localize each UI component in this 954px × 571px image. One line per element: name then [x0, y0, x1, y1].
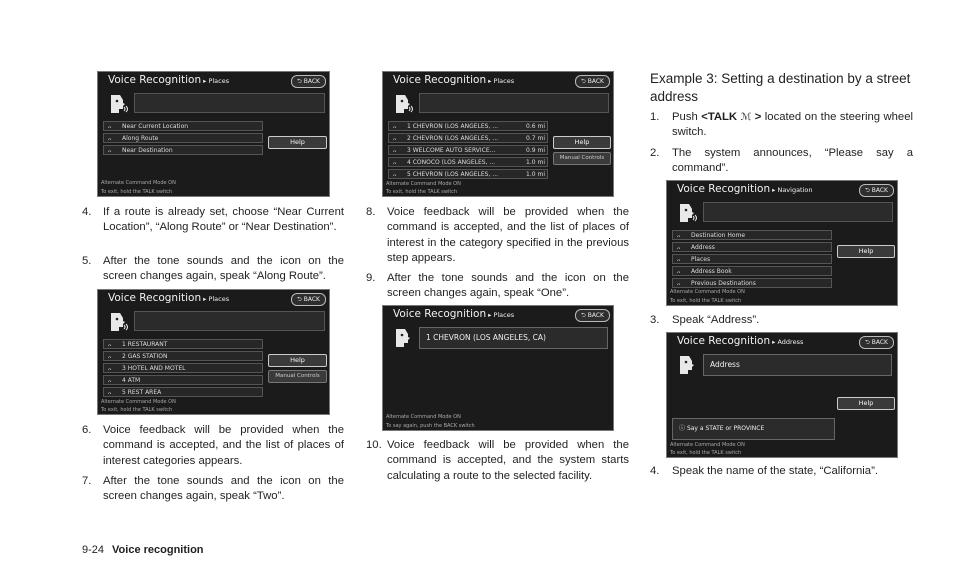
list-item[interactable]: ᎔ 3 WELCOME AUTO SERVICE... 0.9 mi — [388, 145, 548, 155]
state-prompt: ⓘ Say a STATE or PROVINCE — [672, 418, 835, 440]
voice-item-icon: ᎔ — [108, 365, 112, 372]
back-button[interactable]: ⮌ BACK — [859, 336, 894, 349]
step-number: 10. — [366, 439, 382, 451]
back-button[interactable]: ⮌ BACK — [575, 309, 610, 322]
step-number: 2. — [650, 147, 660, 159]
voice-item-icon: ᎔ — [393, 135, 397, 142]
mode-status: Alternate Command Mode ON — [386, 414, 461, 420]
step-7 — [82, 474, 344, 505]
voice-head-icon — [392, 327, 414, 349]
step-text: Voice feedback will be provided when the command is accepted, and the list of places of interest categories appears. — [103, 424, 344, 467]
back-button[interactable]: ⮌ BACK — [575, 75, 610, 88]
back-button[interactable]: ⮌ BACK — [291, 293, 326, 306]
mode-status: Alternate Command Mode ON — [670, 289, 745, 295]
step-3 — [650, 313, 913, 328]
help-button[interactable]: Help — [837, 245, 895, 258]
voice-item-icon: ᎔ — [393, 123, 397, 130]
screen-places-results — [382, 71, 614, 197]
list-item[interactable]: ᎔ 5 REST AREA — [103, 387, 263, 397]
voice-input-field — [703, 202, 893, 222]
voice-item-icon: ᎔ — [677, 256, 681, 263]
mode-status: Alternate Command Mode ON — [670, 442, 745, 448]
back-button[interactable]: ⮌ BACK — [859, 184, 894, 197]
voice-item-icon: ᎔ — [108, 341, 112, 348]
list-item[interactable]: ᎔ 2 GAS STATION — [103, 351, 263, 361]
back-hint: To say again, push the BACK switch — [386, 423, 475, 429]
page-number: 9-24 — [82, 544, 105, 556]
voice-item-icon: ᎔ — [677, 280, 681, 287]
exit-hint: To exit, hold the TALK switch — [101, 189, 173, 195]
voice-item-icon: ᎔ — [393, 147, 397, 154]
step-number: 8. — [366, 206, 376, 218]
section-title: Voice recognition — [112, 544, 204, 556]
list-item[interactable]: ᎔ Previous Destinations — [672, 278, 832, 288]
list-item[interactable]: ᎔ Address Book — [672, 266, 832, 276]
list-item[interactable]: ᎔ Destination Home — [672, 230, 832, 240]
selected-place-field[interactable]: 1 CHEVRON (LOS ANGELES, CA) — [419, 327, 608, 349]
step-4 — [82, 205, 344, 236]
help-button[interactable]: Help — [553, 136, 611, 149]
list-item[interactable]: ᎔ Near Destination — [103, 145, 263, 155]
list-item[interactable]: ᎔ 1 CHEVRON (LOS ANGELES, ... 0.6 mi — [388, 121, 548, 131]
mode-status: Alternate Command Mode ON — [101, 180, 176, 186]
list-item[interactable]: ᎔ Address — [672, 242, 832, 252]
step-text: The system announces, “Please say a command”. — [672, 147, 913, 175]
step-number: 4. — [650, 465, 660, 477]
talk-icon: ℳ — [740, 112, 752, 123]
exit-hint: To exit, hold the TALK switch — [101, 407, 173, 413]
voice-item-icon: ᎔ — [677, 232, 681, 239]
manual-controls-button[interactable]: Manual Controls — [553, 152, 611, 165]
step-text: If a route is already set, choose “Near Current Location”, “Along Route” or “Near Destination”. — [103, 206, 344, 234]
list-item[interactable]: ᎔ Places — [672, 254, 832, 264]
step-text: Speak the name of the state, “California”. — [672, 465, 878, 477]
exit-hint: To exit, hold the TALK switch — [670, 450, 742, 456]
voice-item-icon: ᎔ — [108, 123, 112, 130]
address-field[interactable]: Address — [703, 354, 892, 376]
screen-title: Voice Recognition ▸ Places — [393, 308, 515, 320]
step-number: 5. — [82, 255, 92, 267]
example-heading: Example 3: Setting a destination by a street address — [650, 71, 911, 104]
screen-address-state — [666, 332, 898, 458]
list-item[interactable]: ᎔ 2 CHEVRON (LOS ANGELES, ... 0.7 mi — [388, 133, 548, 143]
exit-hint: To exit, hold the TALK switch — [386, 189, 458, 195]
voice-item-icon: ᎔ — [677, 268, 681, 275]
list-item[interactable]: ᎔ 4 CONOCO (LOS ANGELES, ... 1.0 mi — [388, 157, 548, 167]
help-button[interactable]: Help — [268, 136, 327, 149]
step-8 — [366, 205, 629, 266]
step-text: After the tone sounds and the icon on the screen changes again, speak “Along Route”. — [103, 255, 344, 283]
step-5 — [82, 254, 344, 285]
voice-input-field — [134, 93, 325, 113]
step-10 — [366, 438, 629, 484]
voice-input-field — [419, 93, 609, 113]
step-number: 4. — [82, 206, 92, 218]
step-text: Voice feedback will be provided when the command is accepted, and the list of places of interest in the category specified in the previous step appears. — [387, 206, 629, 264]
voice-item-icon: ᎔ — [108, 353, 112, 360]
list-item[interactable]: ᎔ 3 HOTEL AND MOTEL — [103, 363, 263, 373]
step-number: 7. — [82, 475, 92, 487]
voice-item-icon: ᎔ — [108, 377, 112, 384]
step-number: 1. — [650, 111, 660, 123]
mode-status: Alternate Command Mode ON — [101, 399, 176, 405]
voice-head-icon — [392, 93, 414, 115]
help-button[interactable]: Help — [837, 397, 895, 410]
voice-item-icon: ᎔ — [677, 244, 681, 251]
step-4b — [650, 464, 913, 479]
screen-title: Voice Recognition ▸ Places — [108, 292, 230, 304]
voice-item-icon: ᎔ — [108, 147, 112, 154]
step-text: Speak “Address”. — [672, 314, 760, 326]
step-1 — [650, 110, 913, 141]
voice-item-icon: ᎔ — [393, 159, 397, 166]
list-item[interactable]: ᎔ 1 RESTAURANT — [103, 339, 263, 349]
list-item[interactable]: ᎔ 5 CHEVRON (LOS ANGELES, ... 1.0 mi — [388, 169, 548, 179]
step-text: Push <TALK ℳ > located on the steering wheel switch. — [672, 111, 914, 139]
screen-places-route-options — [97, 71, 330, 197]
screen-navigation-menu — [666, 180, 898, 306]
step-text: After the tone sounds and the icon on the screen changes again, speak “Two”. — [103, 475, 344, 503]
voice-item-icon: ᎔ — [108, 135, 112, 142]
step-number: 9. — [366, 272, 376, 284]
help-button[interactable]: Help — [268, 354, 327, 367]
screen-title: Voice Recognition ▸ Address — [677, 335, 804, 347]
page-footer — [82, 544, 204, 556]
voice-item-icon: ᎔ — [108, 389, 112, 396]
voice-input-field — [134, 311, 325, 331]
list-item[interactable]: ᎔ 4 ATM — [103, 375, 263, 385]
back-button[interactable]: ⮌ BACK — [291, 75, 326, 88]
step-2 — [650, 146, 913, 177]
list-item[interactable]: ᎔ Along Route — [103, 133, 263, 143]
info-icon: ⓘ — [679, 425, 686, 432]
step-number: 6. — [82, 424, 92, 436]
step-9 — [366, 271, 629, 302]
voice-head-icon — [676, 202, 698, 224]
voice-head-icon — [107, 311, 129, 333]
manual-controls-button[interactable]: Manual Controls — [268, 370, 327, 383]
screen-title: Voice Recognition ▸ Places — [108, 74, 230, 86]
mode-status: Alternate Command Mode ON — [386, 181, 461, 187]
screen-selected-place — [382, 305, 614, 431]
voice-head-icon — [676, 354, 698, 376]
step-text: After the tone sounds and the icon on the screen changes again, speak “One”. — [387, 272, 629, 300]
screen-places-categories — [97, 289, 330, 415]
voice-head-icon — [107, 93, 129, 115]
screen-title: Voice Recognition ▸ Places — [393, 74, 515, 86]
exit-hint: To exit, hold the TALK switch — [670, 298, 742, 304]
step-number: 3. — [650, 314, 660, 326]
step-6 — [82, 423, 344, 469]
screen-title: Voice Recognition ▸ Navigation — [677, 183, 813, 195]
voice-item-icon: ᎔ — [393, 171, 397, 178]
step-text: Voice feedback will be provided when the command is accepted, and the system starts calculating a route to the selected facility. — [387, 439, 629, 482]
list-item[interactable]: ᎔ Near Current Location — [103, 121, 263, 131]
